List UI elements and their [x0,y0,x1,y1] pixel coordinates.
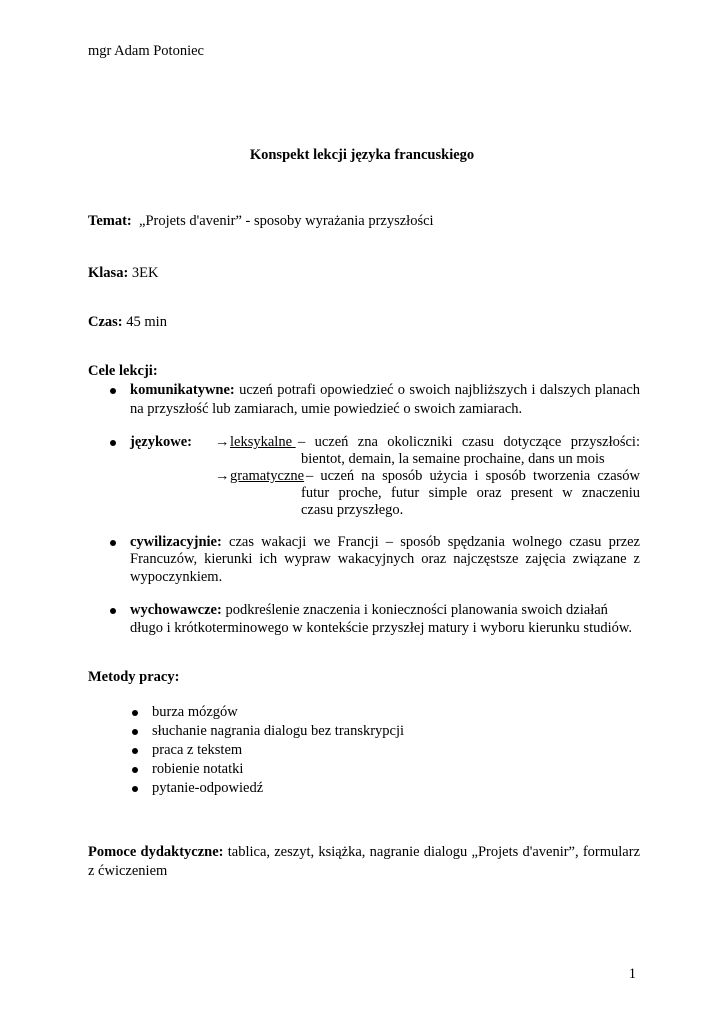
goal-communicative-line1: komunikatywne: uczeń potrafi opowiedzieć o swoich najbliższych i dalszych planach [130,382,641,398]
goals-heading: Cele lekcji: [88,363,158,379]
list-item: pytanie-odpowiedź [128,779,404,798]
teaching-aids [88,843,640,881]
grammar-line1: – uczeń na sposób użycia i sposób tworzenia czasów [306,468,640,484]
methods-heading: Metody pracy: [88,669,180,685]
goal-educational-line1: wychowawcze: podkreślenie znaczenia i konieczności planowania swoich działań [130,602,608,618]
document-title: Konspekt lekcji języka francuskiego [249,147,475,163]
bullet-icon [106,433,120,452]
bullet-icon [106,381,120,400]
topic-value: „Projets d'avenir” - sposoby wyrażania przyszłości [139,213,434,229]
bullet-icon [128,722,142,741]
goal-civilization-line1: cywilizacyjnie: czas wakacji we Francji – sposób spędzania wolnego czasu przez [130,534,640,550]
class-value: 3EK [131,265,159,281]
page-number: 1 [628,966,636,982]
duration-value: 45 min [126,314,167,330]
bullet-icon [106,533,120,552]
grammar-line3: czasu przyszłego. [301,502,404,518]
bullet-icon [128,779,142,798]
list-item: robienie notatki [128,760,404,779]
goal-civilization-label: cywilizacyjnie: [130,534,222,550]
lesson-class [88,264,159,283]
teaching-aids-label: Pomoce dydaktyczne: [88,844,224,860]
class-label: Klasa: [88,265,129,281]
goal-educational-line2: długo i krótkoterminowego w kontekście przyszłej matury i wyboru kierunku studiów. [130,620,633,636]
grammar-line2: futur proche, futur simple oraz present w znaczeniu [301,485,640,501]
lesson-topic [88,212,434,231]
lexical-label: leksykalne [230,434,296,450]
bullet-icon [106,601,120,620]
list-item: praca z tekstem [128,741,404,760]
bullet-icon [128,741,142,760]
goal-civilization-line2: Francuzów, kierunki ich wypraw wakacyjnych oraz najczęstsze zajęcia związane z [130,551,640,567]
bullet-icon [128,760,142,779]
lexical-line2: bientot, demain, la semaine prochaine, dans un mois [301,451,605,467]
teaching-aids-line2: z ćwiczeniem [88,863,168,879]
lesson-duration [88,313,167,332]
arrow-icon: → [215,468,230,484]
duration-label: Czas: [88,314,123,330]
teaching-aids-line1: Pomoce dydaktyczne: tablica, zeszyt, książka, nagranie dialogu „Projets d'avenir”, formularz [88,844,641,860]
goal-linguistic-label: językowe: [130,434,193,450]
topic-label: Temat: [88,213,132,229]
goal-civilization-line3: wypoczynkiem. [130,569,223,585]
goal-communicative-line2: na przyszłość lub zamiarach, umie powiedzieć o swoich zamiarach. [130,401,523,417]
arrow-icon: → [215,434,230,450]
list-item: słuchanie nagrania dialogu bez transkrypcji [128,722,404,741]
list-item: burza mózgów [128,703,404,722]
document-author: mgr Adam Potoniec [88,43,204,59]
goal-educational-label: wychowawcze: [130,602,222,618]
goal-communicative-label: komunikatywne: [130,382,235,398]
methods-list [128,703,404,798]
lexical-line1: – uczeń zna okoliczniki czasu dotyczące przyszłości: [298,434,640,450]
grammar-label: gramatyczne [230,468,305,484]
bullet-icon [128,703,142,722]
